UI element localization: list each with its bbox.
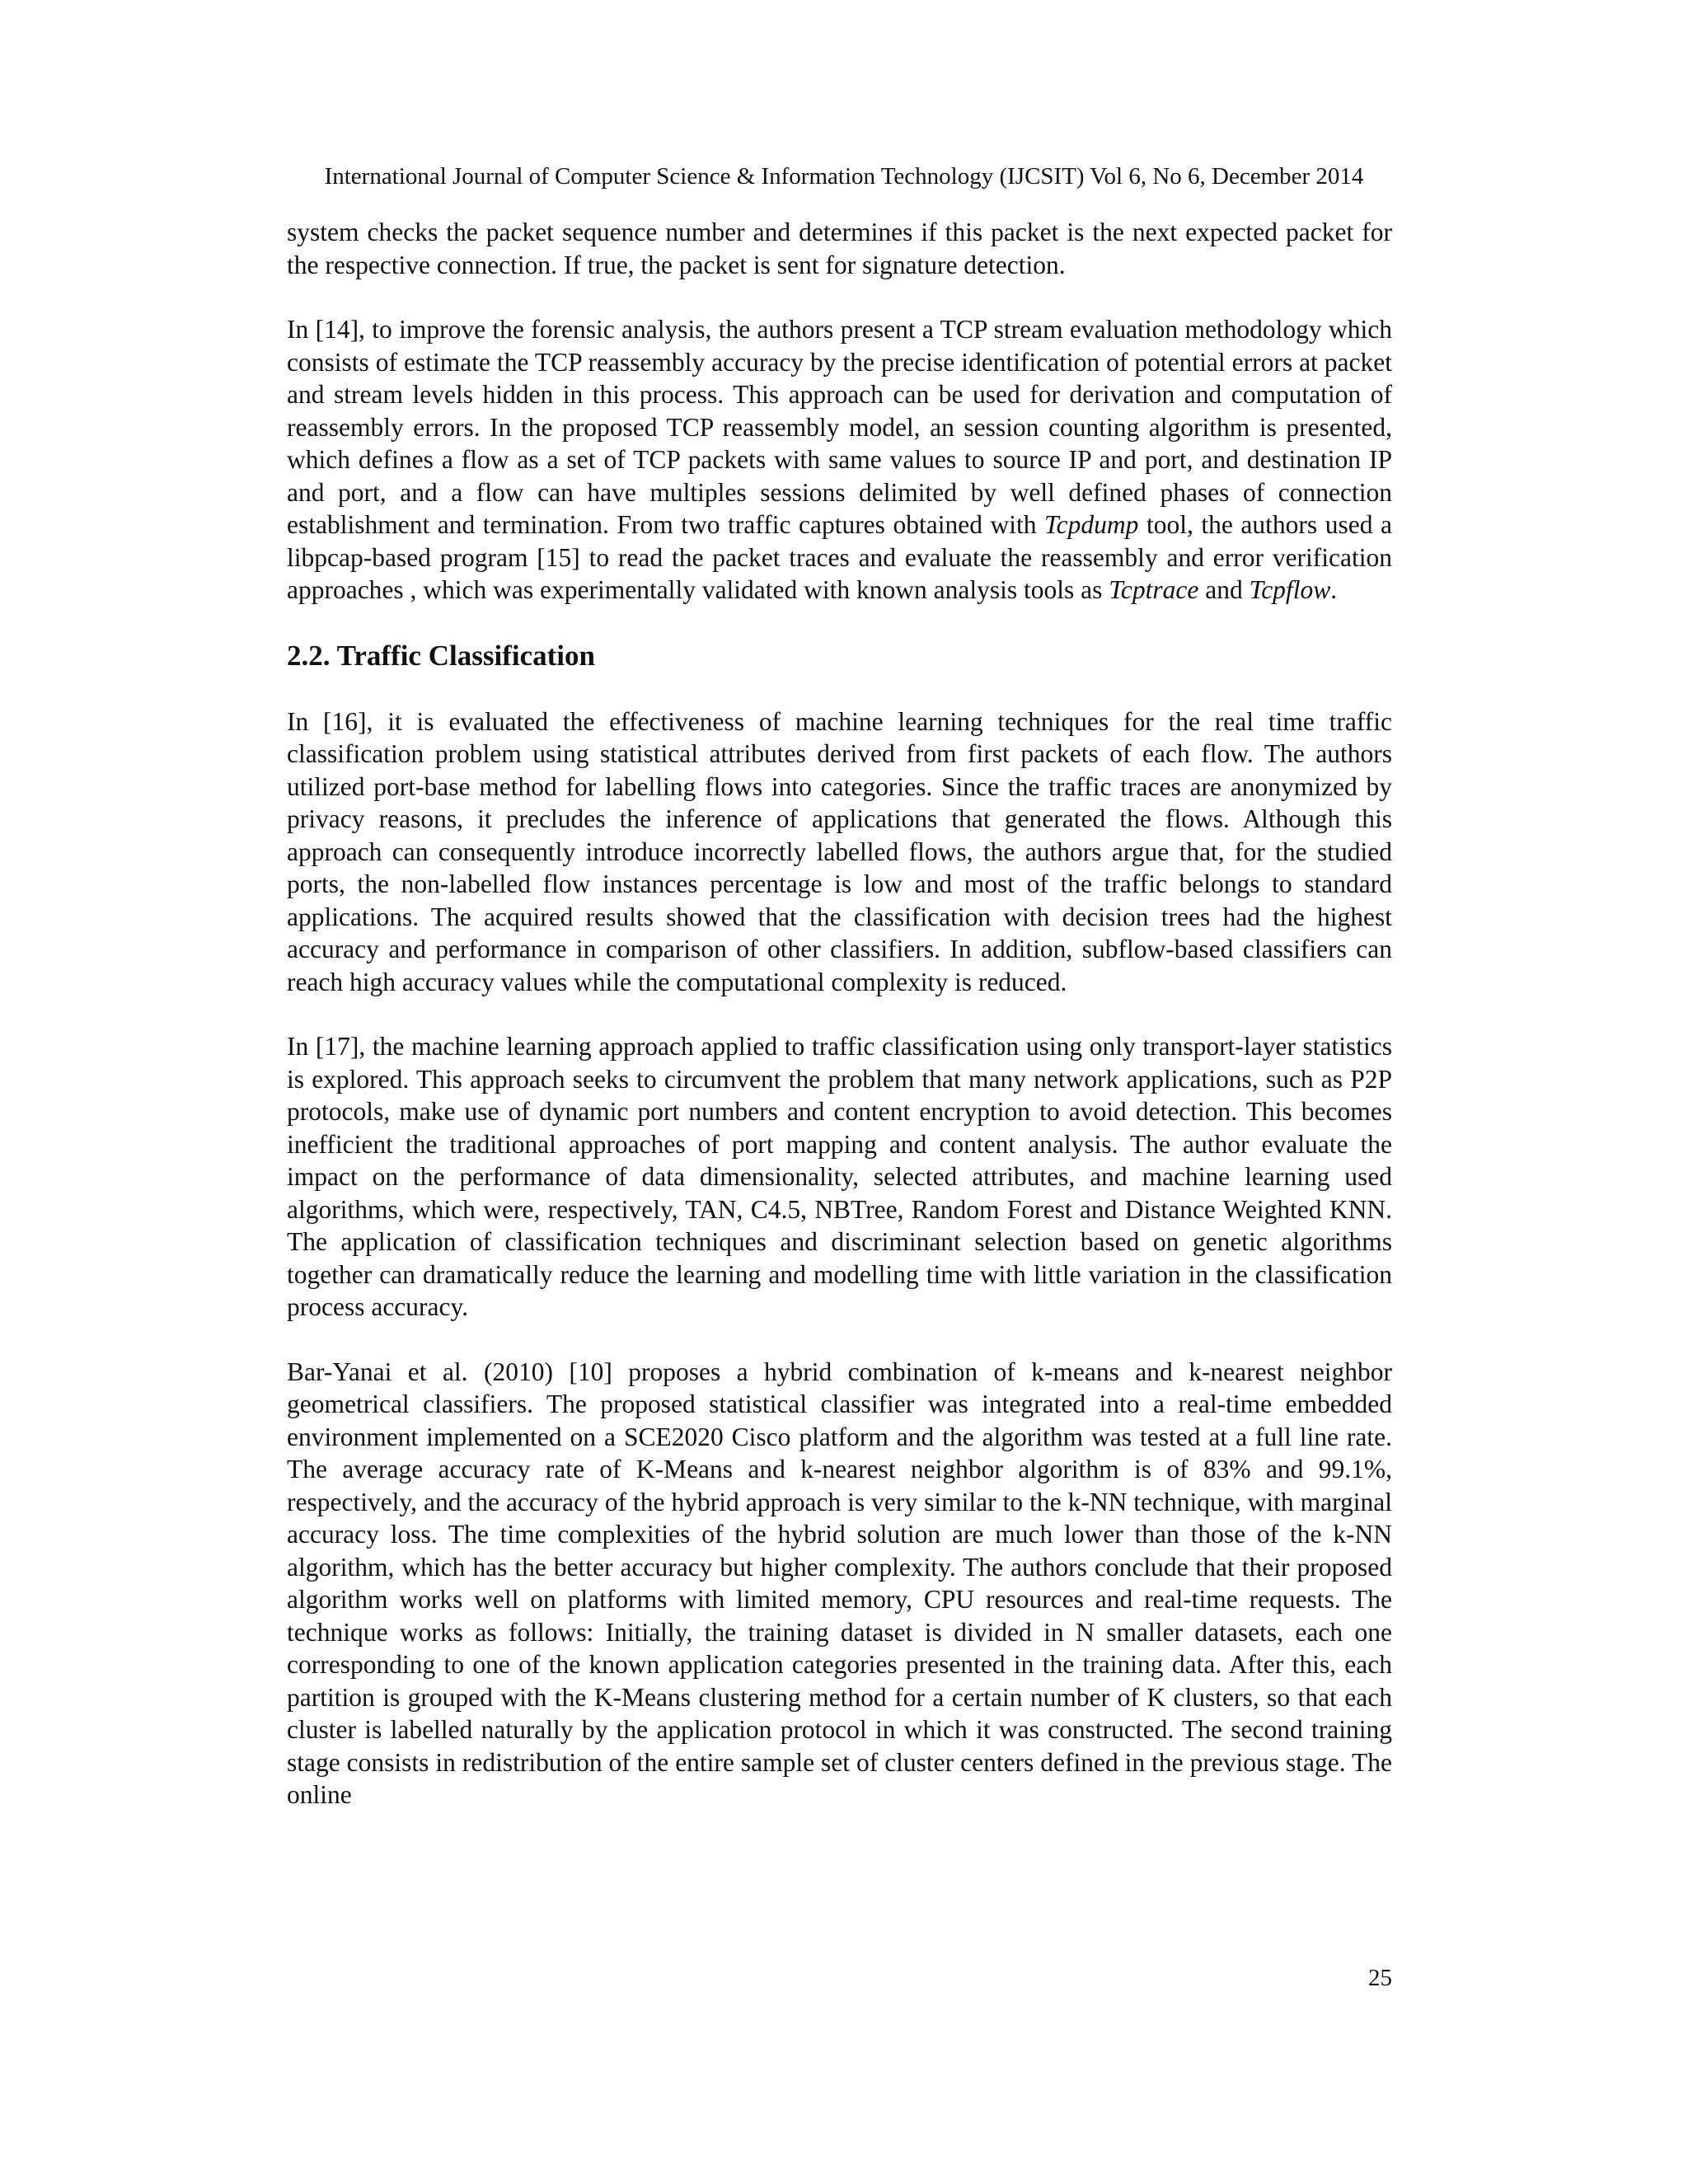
page-body bbox=[287, 216, 1392, 1811]
paragraph-text: . bbox=[1330, 575, 1338, 604]
section-heading: 2.2. Traffic Classification bbox=[287, 639, 595, 672]
paragraph-text: and bbox=[1198, 575, 1250, 604]
paragraph-tcp-reassembly bbox=[287, 313, 1392, 607]
tool-name-tcptrace: Tcptrace bbox=[1109, 575, 1199, 604]
paragraph-continuation: system checks the packet sequence number and determines if this packet is the next expected packet for the respective connection. If true, the packet is sent for signature detection. bbox=[287, 218, 1392, 279]
paragraph-text: In [14], to improve the forensic analysis, the authors present a TCP stream evaluation methodology which consists of estimate the TCP reassembly accuracy by the precise identification of potential errors at packet and stream levels hidden in this process. This approach can be used for derivation and computation of reassembly errors. In the proposed TCP reassembly model, an session counting algorithm is presented, which defines a flow as a set of TCP packets with same values to source IP and port, and destination IP and port, and a flow can have multiples sessions delimited by well defined phases of connection establishment and termination. From two traffic captures obtained with bbox=[287, 315, 1392, 539]
paragraph-text: tool, the authors used a libpcap-based program [15] to read the packet traces and evaluate the reassembly and error verification approaches , which was experimentally validated with known analysis tools as bbox=[287, 510, 1392, 604]
paragraph-bar-yanai: Bar-Yanai et al. (2010) [10] proposes a hybrid combination of k-means and k-nearest neighbor geometrical classifiers. The proposed statistical classifier was integrated into a real-time embedded environment implemented on a SCE2020 Cisco platform and the algorithm was tested at a full line rate. The average accuracy rate of K-Means and k-nearest neighbor algorithm is of 83% and 99.1%, respectively, and the accuracy of the hybrid approach is very similar to the k-NN technique, with marginal accuracy loss. The time complexities of the hybrid solution are much lower than those of the k-NN algorithm, which has the better accuracy but higher complexity. The authors conclude that their proposed algorithm works well on platforms with limited memory, CPU resources and real-time requests. The technique works as follows: Initially, the training dataset is divided in N smaller datasets, each one corresponding to one of the known application categories presented in the training data. After this, each partition is grouped with the K-Means clustering method for a certain number of K clusters, so that each cluster is labelled naturally by the application protocol in which it was constructed. The second training stage consists in redistribution of the entire sample set of cluster centers defined in the previous stage. The online bbox=[287, 1357, 1392, 1809]
tool-name-tcpflow: Tcpflow bbox=[1249, 575, 1331, 604]
paragraph-traffic-classification-17: In [17], the machine learning approach applied to traffic classification using only transport-layer statistics is explored. This approach seeks to circumvent the problem that many network applications, such as P2P protocols, make use of dynamic port numbers and content encryption to avoid detection. This becomes inefficient the traditional approaches of port mapping and content analysis. The author evaluate the impact on the performance of data dimensionality, selected attributes, and machine learning used algorithms, which were, respectively, TAN, C4.5, NBTree, Random Forest and Distance Weighted KNN. The application of classification techniques and discriminant selection based on genetic algorithms together can dramatically reduce the learning and modelling time with little variation in the classification process accuracy. bbox=[287, 1032, 1392, 1321]
paragraph-traffic-classification-16: In [16], it is evaluated the effectiveness of machine learning techniques for the real time traffic classification problem using statistical attributes derived from first packets of each flow. The authors utilized port-base method for labelling flows into categories. Since the traffic traces are anonymized by privacy reasons, it precludes the inference of applications that generated the flows. Although this approach can consequently introduce incorrectly labelled flows, the authors argue that, for the studied ports, the non-labelled flow instances percentage is low and most of the traffic belongs to standard applications. The acquired results showed that the classification with decision trees had the highest accuracy and performance in comparison of other classifiers. In addition, subflow-based classifiers can reach high accuracy values while the computational complexity is reduced. bbox=[287, 706, 1392, 996]
page-number: 25 bbox=[1368, 1965, 1392, 1991]
running-header: International Journal of Computer Science & Information Technology (IJCSIT) Vol 6, No 6, December 2014 bbox=[324, 163, 1364, 190]
tool-name-tcpdump: Tcpdump bbox=[1044, 510, 1139, 539]
